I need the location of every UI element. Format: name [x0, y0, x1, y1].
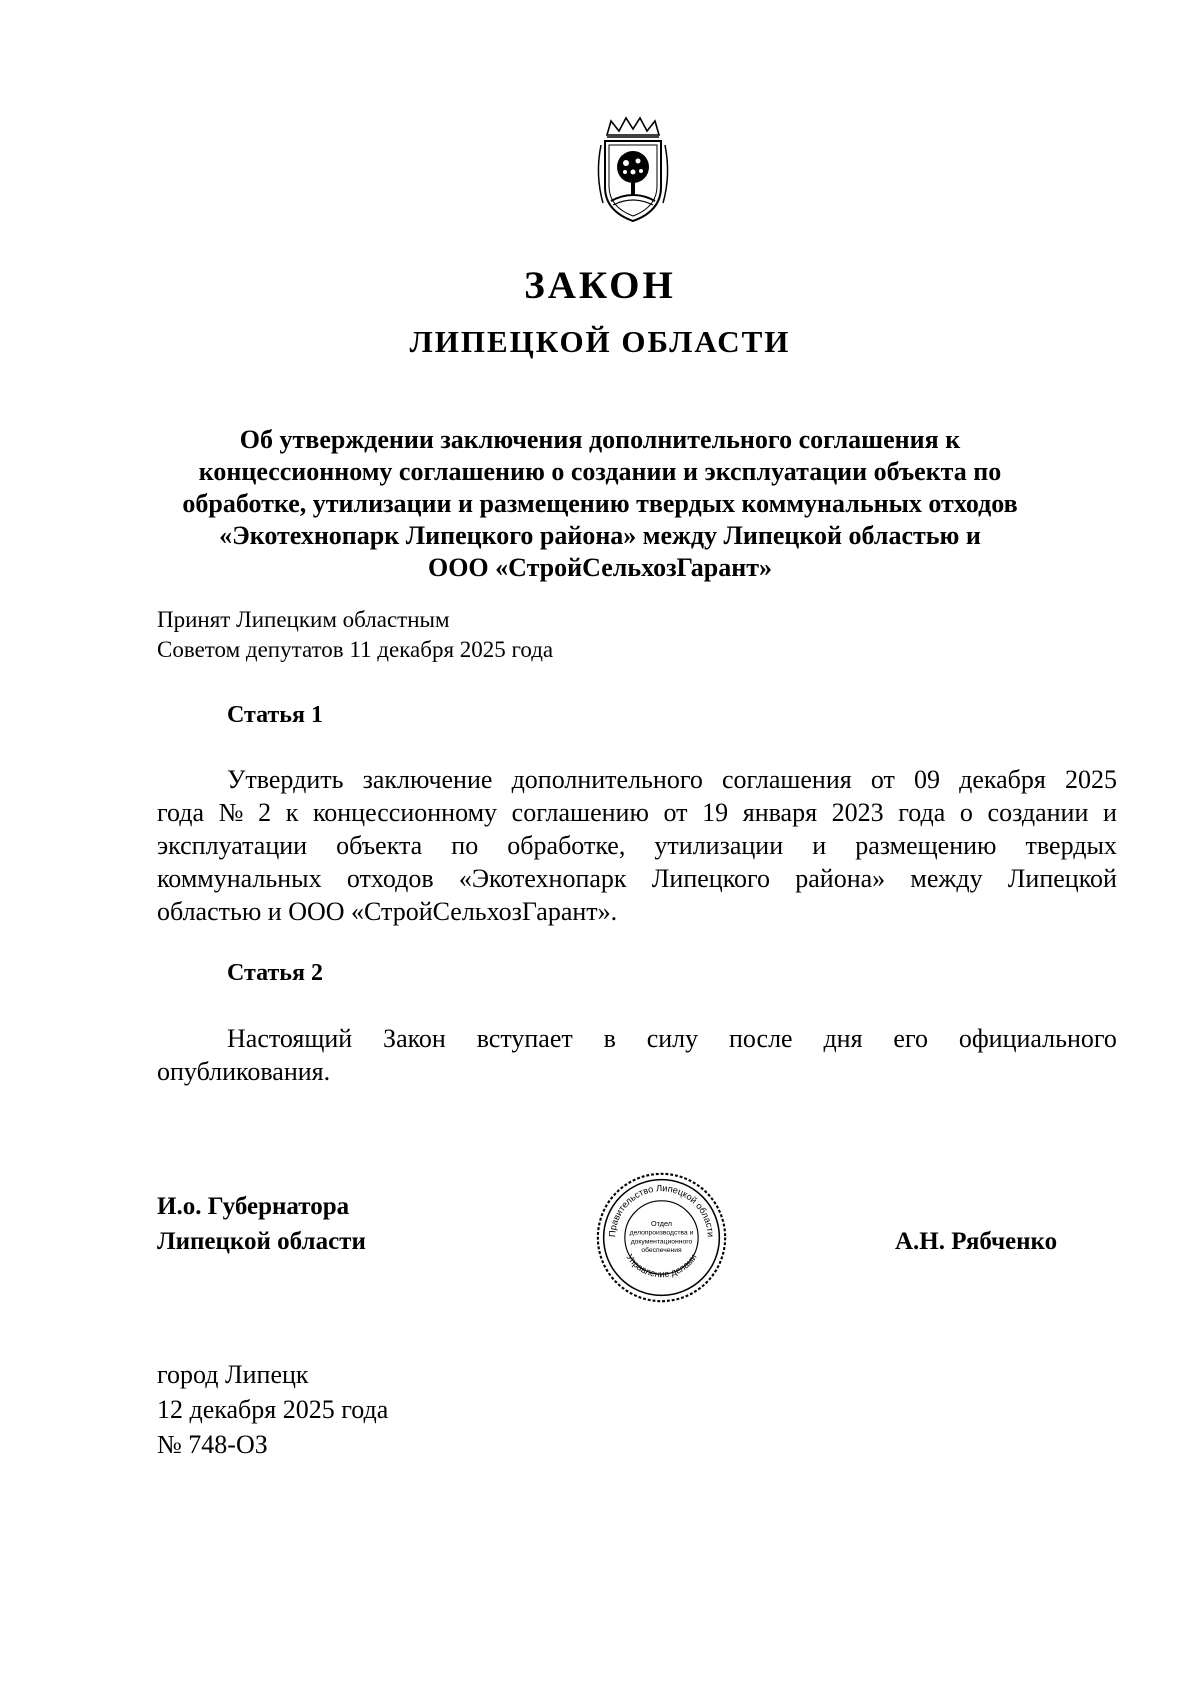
seal-inner-line: Отдел — [651, 1218, 672, 1228]
word: вступает — [476, 1024, 573, 1053]
word: Закон — [383, 1024, 446, 1053]
word: дополнительного — [511, 765, 703, 794]
law-number: № 748-ОЗ — [157, 1430, 268, 1459]
word: года — [898, 798, 946, 827]
seal-inner-line: делопроизводства и — [629, 1229, 694, 1237]
document-title: ЗАКОН — [524, 264, 676, 307]
text-line: областью и ООО «СтройСельхозГарант». — [157, 897, 618, 926]
word: 19 — [702, 798, 729, 827]
text-line — [157, 862, 1117, 895]
word: концессионному — [312, 798, 498, 827]
word: утилизации — [654, 831, 784, 860]
text-line: опубликования. — [157, 1057, 331, 1086]
word: силу — [646, 1024, 699, 1053]
adoption-line: Принят Липецким областным — [157, 607, 450, 632]
word: заключение — [362, 765, 493, 794]
word: Липецкой — [1007, 864, 1117, 893]
word: района» — [795, 864, 886, 893]
word: № — [218, 798, 244, 827]
text-line — [157, 1022, 1117, 1055]
position-line: Липецкой области — [157, 1228, 366, 1255]
word: после — [728, 1024, 793, 1053]
seal-inner-line: обеспечения — [641, 1246, 682, 1254]
word: января — [742, 798, 818, 827]
word: размещению — [855, 831, 997, 860]
word: соглашению — [511, 798, 649, 827]
word: 09 — [914, 765, 940, 794]
word: года — [157, 798, 205, 827]
word: к — [285, 798, 299, 827]
signatory-position — [157, 1189, 366, 1259]
position-line: И.о. Губернатора — [157, 1193, 350, 1220]
word: официального — [958, 1024, 1117, 1053]
word: и — [1103, 798, 1117, 827]
word: дня — [823, 1024, 863, 1053]
subject-line: концессионному соглашению о создании и эксплуатации объекта по — [198, 457, 1002, 486]
article-2-title: Статья 2 — [227, 960, 323, 986]
document-subtitle: ЛИПЕЦКОЙ ОБЛАСТИ — [409, 324, 791, 359]
city: город Липецк — [157, 1360, 309, 1389]
text-line — [157, 796, 1117, 829]
word: декабря — [959, 765, 1046, 794]
word: по — [451, 831, 479, 860]
text-line — [157, 829, 1117, 862]
word: 2025 — [1064, 765, 1117, 794]
svg-text:Управление делами — [624, 1252, 698, 1279]
seal-bottom-text: Управление делами — [624, 1252, 699, 1280]
word: 2023 — [831, 798, 884, 827]
word: 2 — [258, 798, 272, 827]
word: создании — [987, 798, 1089, 827]
adoption-note — [157, 605, 553, 665]
word: от — [663, 798, 688, 827]
word: объекта — [336, 831, 423, 860]
word: между — [910, 864, 983, 893]
word: Утвердить — [227, 765, 344, 794]
seal-outer-text: Правительство Липецкой области — [607, 1183, 716, 1238]
subject-line: обработке, утилизации и размещению твердых коммунальных отходов — [182, 489, 1018, 518]
word: обработке, — [507, 831, 626, 860]
subject-line: ООО «СтройСельхозГарант» — [427, 553, 773, 582]
word: в — [603, 1024, 616, 1053]
word: о — [959, 798, 973, 827]
word: твердых — [1025, 831, 1117, 860]
subject-line: «Экотехнопарк Липецкого района» между Липецкой областью и — [219, 521, 981, 550]
article-1-text — [157, 763, 1117, 928]
place-date-number — [157, 1357, 388, 1462]
word: Настоящий — [227, 1024, 353, 1053]
article-1-title: Статья 1 — [227, 702, 323, 728]
word: Липецкого — [651, 864, 771, 893]
word: «Экотехнопарк — [458, 864, 627, 893]
word: отходов — [346, 864, 434, 893]
word: от — [870, 765, 895, 794]
official-seal — [594, 1170, 729, 1305]
subject-line: Об утверждении заключения дополнительного соглашения к — [239, 425, 961, 454]
law-subject-heading — [150, 424, 1050, 584]
seal-inner-line: документационного — [630, 1238, 693, 1246]
date: 12 декабря 2025 года — [157, 1395, 389, 1424]
word: соглашения — [721, 765, 852, 794]
article-2-text — [157, 1022, 1117, 1088]
adoption-line: Советом депутатов 11 декабря 2025 года — [157, 637, 554, 662]
word: и — [812, 831, 827, 860]
lipetsk-coat-of-arms-icon — [593, 115, 673, 225]
word: коммунальных — [157, 864, 322, 893]
signatory-name: А.Н. Рябченко — [895, 1228, 1058, 1255]
text-line — [157, 763, 1117, 796]
word: эксплуатации — [157, 831, 308, 860]
word: его — [893, 1024, 928, 1053]
